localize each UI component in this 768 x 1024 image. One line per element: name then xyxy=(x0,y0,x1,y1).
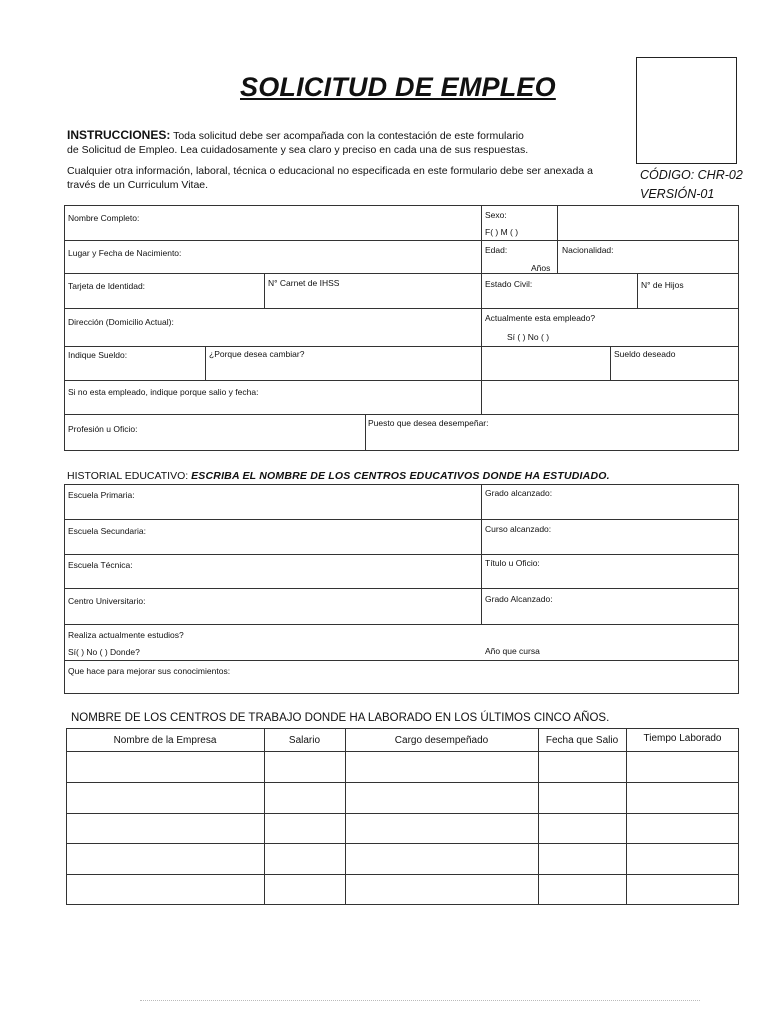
university-grade-field[interactable]: Grado Alcanzado: xyxy=(485,594,553,604)
ihss-card-field[interactable]: N° Carnet de IHSS xyxy=(268,278,340,288)
form-version: VERSIÓN-01 xyxy=(640,187,715,201)
work-history-heading: NOMBRE DE LOS CENTROS DE TRABAJO DONDE HA LABORADO EN LOS ÚLTIMOS CINCO AÑOS. xyxy=(71,712,610,724)
university-field[interactable]: Centro Universitario: xyxy=(68,596,146,606)
table-row[interactable] xyxy=(67,844,739,874)
instructions-line2: de Solicitud de Empleo. Lea cuidadosamente y sea claro y preciso en cada una de sus respuestas. xyxy=(67,143,529,156)
primary-school-field[interactable]: Escuela Primaria: xyxy=(68,490,135,500)
improvement-field[interactable]: Que hace para mejorar sus conocimientos: xyxy=(68,666,231,676)
table-row[interactable] xyxy=(67,752,739,782)
secondary-school-field[interactable]: Escuela Secundaria: xyxy=(68,526,146,536)
column-company: Nombre de la Empresa xyxy=(113,735,217,746)
form-title: SOLICITUD DE EMPLEO xyxy=(240,72,556,102)
full-name-field[interactable]: Nombre Completo: xyxy=(68,213,140,223)
profession-field[interactable]: Profesión u Oficio: xyxy=(68,424,138,434)
secondary-course-field[interactable]: Curso alcanzado: xyxy=(485,524,552,534)
reason-change-field[interactable]: ¿Porque desea cambiar? xyxy=(209,349,305,359)
column-time-worked: Tiempo Laborado xyxy=(643,733,722,744)
education-table xyxy=(64,484,739,694)
salary-field[interactable]: Indique Sueldo: xyxy=(68,350,128,360)
birth-place-date-field[interactable]: Lugar y Fecha de Nacimiento: xyxy=(68,248,182,258)
sex-options[interactable]: F( ) M ( ) xyxy=(485,227,519,237)
unemployed-reason-field[interactable]: Si no esta empleado, indique porque salio y fecha: xyxy=(68,387,259,397)
children-count-field[interactable]: N° de Hijos xyxy=(641,280,684,290)
currently-studying-options[interactable]: Sí( ) No ( ) Donde? xyxy=(68,647,140,657)
table-row[interactable] xyxy=(67,783,739,813)
current-year-field[interactable]: Año que cursa xyxy=(485,646,540,656)
age-years-label: Años xyxy=(531,263,551,273)
primary-grade-field[interactable]: Grado alcanzado: xyxy=(485,488,553,498)
form-code: CÓDIGO: CHR-02 xyxy=(640,168,743,182)
currently-studying-label: Realiza actualmente estudios? xyxy=(68,630,184,640)
instructions-line1: Toda solicitud debe ser acompañada con la contestación de este formulario xyxy=(173,130,524,142)
table-row[interactable] xyxy=(67,875,739,904)
column-salary: Salario xyxy=(288,735,321,746)
education-heading-label: HISTORIAL EDUCATIVO: xyxy=(67,470,189,482)
column-exit-date: Fecha que Salio xyxy=(545,735,619,746)
sex-label: Sexo: xyxy=(485,210,507,220)
education-heading-note: ESCRIBA EL NOMBRE DE LOS CENTROS EDUCATIVOS DONDE HA ESTUDIADO. xyxy=(191,470,610,482)
instructions-line4: través de un Curriculum Vitae. xyxy=(67,178,209,191)
currently-employed-options[interactable]: Sí ( ) No ( ) xyxy=(507,332,550,342)
address-field[interactable]: Dirección (Domicilio Actual): xyxy=(68,317,174,327)
instructions-note xyxy=(67,165,593,192)
currently-employed-label: Actualmente esta empleado? xyxy=(485,313,596,323)
instructions-heading: INSTRUCCIONES: xyxy=(67,128,171,142)
instructions-line3: Cualquier otra información, laboral, técnica o educacional no especificada en este formulario debe ser anexada a xyxy=(67,165,593,177)
bottom-divider xyxy=(140,1000,700,1001)
column-position: Cargo desempeñado xyxy=(394,735,489,746)
id-card-field[interactable]: Tarjeta de Identidad: xyxy=(68,281,146,291)
technical-school-field[interactable]: Escuela Técnica: xyxy=(68,560,133,570)
table-row[interactable] xyxy=(67,814,739,843)
technical-title-field[interactable]: Título u Oficio: xyxy=(485,558,540,568)
desired-position-field[interactable]: Puesto que desea desempeñar: xyxy=(368,418,489,428)
photo-box xyxy=(636,57,737,164)
desired-salary-field[interactable]: Sueldo deseado xyxy=(614,349,676,359)
nationality-field[interactable]: Nacionalidad: xyxy=(562,245,614,255)
education-heading xyxy=(67,470,610,482)
marital-status-field[interactable]: Estado Civil: xyxy=(485,279,533,289)
instructions-block xyxy=(67,129,528,157)
age-field[interactable]: Edad: xyxy=(485,245,508,255)
